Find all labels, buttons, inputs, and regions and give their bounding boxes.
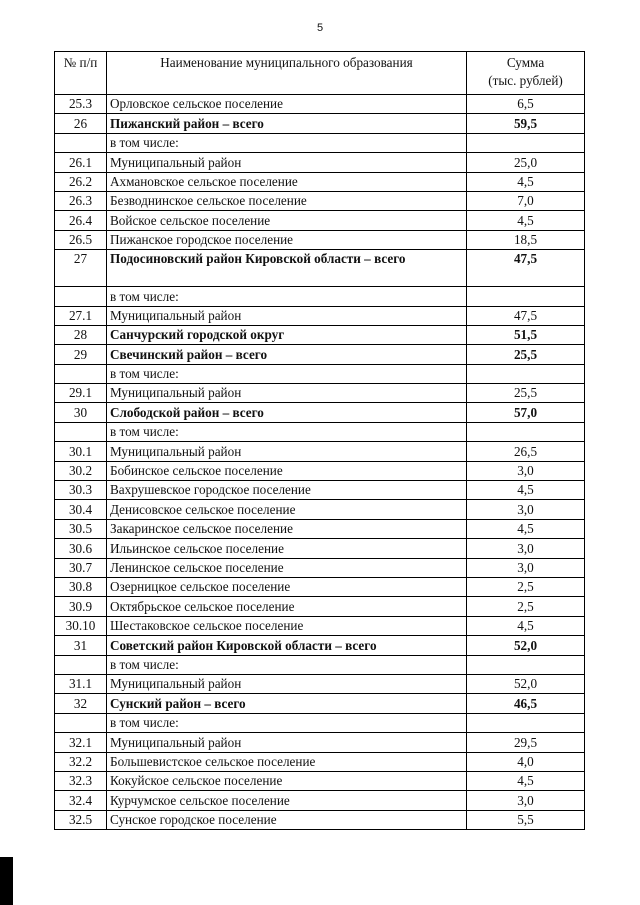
municipality-name: в том числе: bbox=[107, 287, 467, 306]
municipality-name: Безводнинское сельское поселение bbox=[107, 191, 467, 210]
amount: 4,5 bbox=[467, 172, 585, 191]
row-number: 26.2 bbox=[55, 172, 107, 191]
municipality-name: Муниципальный район bbox=[107, 153, 467, 172]
row-number: 30.3 bbox=[55, 481, 107, 500]
table-row bbox=[55, 442, 585, 461]
amount: 4,5 bbox=[467, 211, 585, 230]
table-row bbox=[55, 771, 585, 790]
table-row bbox=[55, 153, 585, 172]
table-row bbox=[55, 791, 585, 810]
amount: 3,0 bbox=[467, 558, 585, 577]
table-row bbox=[55, 558, 585, 577]
municipality-name: Санчурский городской округ bbox=[107, 325, 467, 344]
amount: 3,0 bbox=[467, 791, 585, 810]
row-number: 26.3 bbox=[55, 191, 107, 210]
table-row bbox=[55, 694, 585, 713]
amount bbox=[467, 655, 585, 674]
amount: 52,0 bbox=[467, 636, 585, 655]
row-number: 32.5 bbox=[55, 810, 107, 829]
amount: 4,5 bbox=[467, 771, 585, 790]
table-row bbox=[55, 577, 585, 596]
row-number: 30.2 bbox=[55, 461, 107, 480]
amount: 2,5 bbox=[467, 597, 585, 616]
amount: 4,5 bbox=[467, 481, 585, 500]
municipality-name: Сунское городское поселение bbox=[107, 810, 467, 829]
table-row bbox=[55, 752, 585, 771]
municipality-name: Пижанское городское поселение bbox=[107, 230, 467, 249]
table-row bbox=[55, 345, 585, 364]
row-number: 26.4 bbox=[55, 211, 107, 230]
amount: 51,5 bbox=[467, 325, 585, 344]
municipality-name: Шестаковское сельское поселение bbox=[107, 616, 467, 635]
row-number: 27.1 bbox=[55, 306, 107, 325]
municipality-name: в том числе: bbox=[107, 655, 467, 674]
table-row bbox=[55, 230, 585, 249]
amount: 4,5 bbox=[467, 616, 585, 635]
municipality-name: Ахмановское сельское поселение bbox=[107, 172, 467, 191]
municipality-name: Слободской район – всего bbox=[107, 403, 467, 422]
table-row bbox=[55, 287, 585, 306]
row-number bbox=[55, 713, 107, 732]
municipality-name: Озерницкое сельское поселение bbox=[107, 577, 467, 596]
row-number: 28 bbox=[55, 325, 107, 344]
municipality-name: в том числе: bbox=[107, 364, 467, 383]
amount: 4,5 bbox=[467, 519, 585, 538]
row-number: 30.10 bbox=[55, 616, 107, 635]
table-row bbox=[55, 191, 585, 210]
municipality-name: Денисовское сельское поселение bbox=[107, 500, 467, 519]
table-row bbox=[55, 114, 585, 133]
municipality-name: в том числе: bbox=[107, 422, 467, 441]
table-row bbox=[55, 519, 585, 538]
table-row bbox=[55, 325, 585, 344]
table-row bbox=[55, 403, 585, 422]
row-number: 30.5 bbox=[55, 519, 107, 538]
table-row bbox=[55, 422, 585, 441]
table-row bbox=[55, 616, 585, 635]
table-row bbox=[55, 636, 585, 655]
amount: 2,5 bbox=[467, 577, 585, 596]
municipality-name: Кокуйское сельское поселение bbox=[107, 771, 467, 790]
municipality-name: Войское сельское поселение bbox=[107, 211, 467, 230]
municipality-name: Подосиновский район Кировской области – всего bbox=[107, 250, 467, 287]
table-row bbox=[55, 211, 585, 230]
municipality-name: Советский район Кировской области – всего bbox=[107, 636, 467, 655]
municipality-name: Орловское сельское поселение bbox=[107, 95, 467, 114]
row-number: 26.5 bbox=[55, 230, 107, 249]
amount: 6,5 bbox=[467, 95, 585, 114]
row-number: 29 bbox=[55, 345, 107, 364]
row-number: 30.7 bbox=[55, 558, 107, 577]
municipality-name: Муниципальный район bbox=[107, 442, 467, 461]
amount bbox=[467, 287, 585, 306]
header-row bbox=[55, 52, 585, 95]
row-number: 27 bbox=[55, 250, 107, 287]
municipality-name: в том числе: bbox=[107, 133, 467, 152]
amount: 25,0 bbox=[467, 153, 585, 172]
table-row bbox=[55, 461, 585, 480]
table-row bbox=[55, 713, 585, 732]
amount: 26,5 bbox=[467, 442, 585, 461]
municipality-name: Муниципальный район bbox=[107, 384, 467, 403]
row-number: 30.9 bbox=[55, 597, 107, 616]
table-body bbox=[55, 95, 585, 830]
row-number: 31 bbox=[55, 636, 107, 655]
row-number: 30.4 bbox=[55, 500, 107, 519]
table-row bbox=[55, 733, 585, 752]
table-row bbox=[55, 500, 585, 519]
header-number: № п/п bbox=[55, 52, 107, 95]
header-sum-title: Сумма bbox=[506, 55, 545, 70]
amount bbox=[467, 422, 585, 441]
scan-edge-mark bbox=[0, 857, 13, 905]
municipality-name: Бобинское сельское поселение bbox=[107, 461, 467, 480]
amount: 52,0 bbox=[467, 674, 585, 693]
row-number bbox=[55, 422, 107, 441]
municipality-name: Октябрьское сельское поселение bbox=[107, 597, 467, 616]
page-number: 5 bbox=[316, 22, 324, 34]
municipality-name: Закаринское сельское поселение bbox=[107, 519, 467, 538]
municipality-name: Ильинское сельское поселение bbox=[107, 539, 467, 558]
row-number: 31.1 bbox=[55, 674, 107, 693]
amount bbox=[467, 364, 585, 383]
table-row bbox=[55, 133, 585, 152]
municipality-name: Курчумское сельское поселение bbox=[107, 791, 467, 810]
amount: 57,0 bbox=[467, 403, 585, 422]
table-row bbox=[55, 384, 585, 403]
row-number bbox=[55, 133, 107, 152]
amount: 46,5 bbox=[467, 694, 585, 713]
amount: 29,5 bbox=[467, 733, 585, 752]
amount: 25,5 bbox=[467, 384, 585, 403]
amount bbox=[467, 713, 585, 732]
municipality-name: Пижанский район – всего bbox=[107, 114, 467, 133]
row-number: 32.1 bbox=[55, 733, 107, 752]
row-number: 25.3 bbox=[55, 95, 107, 114]
amount: 3,0 bbox=[467, 500, 585, 519]
header-sum bbox=[467, 52, 585, 95]
municipality-name: в том числе: bbox=[107, 713, 467, 732]
header-sum-unit: (тыс. рублей) bbox=[488, 73, 563, 88]
amount: 3,0 bbox=[467, 539, 585, 558]
row-number: 26 bbox=[55, 114, 107, 133]
table-row bbox=[55, 674, 585, 693]
table-row bbox=[55, 597, 585, 616]
row-number: 30 bbox=[55, 403, 107, 422]
amount: 47,5 bbox=[467, 306, 585, 325]
amount: 7,0 bbox=[467, 191, 585, 210]
allocation-table bbox=[54, 51, 585, 830]
table-row bbox=[55, 364, 585, 383]
row-number: 26.1 bbox=[55, 153, 107, 172]
municipality-name: Большевистское сельское поселение bbox=[107, 752, 467, 771]
row-number bbox=[55, 287, 107, 306]
row-number: 30.1 bbox=[55, 442, 107, 461]
municipality-name: Свечинский район – всего bbox=[107, 345, 467, 364]
amount: 4,0 bbox=[467, 752, 585, 771]
table-row bbox=[55, 250, 585, 287]
amount: 25,5 bbox=[467, 345, 585, 364]
row-number: 30.8 bbox=[55, 577, 107, 596]
amount: 59,5 bbox=[467, 114, 585, 133]
amount bbox=[467, 133, 585, 152]
municipality-name: Вахрушевское городское поселение bbox=[107, 481, 467, 500]
row-number: 32.2 bbox=[55, 752, 107, 771]
municipality-name: Муниципальный район bbox=[107, 733, 467, 752]
table-row bbox=[55, 655, 585, 674]
municipality-name: Муниципальный район bbox=[107, 306, 467, 325]
table-row bbox=[55, 172, 585, 191]
amount: 18,5 bbox=[467, 230, 585, 249]
municipality-name: Муниципальный район bbox=[107, 674, 467, 693]
header-name: Наименование муниципального образования bbox=[107, 52, 467, 95]
row-number bbox=[55, 364, 107, 383]
table-row bbox=[55, 539, 585, 558]
amount: 47,5 bbox=[467, 250, 585, 287]
row-number: 32 bbox=[55, 694, 107, 713]
row-number bbox=[55, 655, 107, 674]
municipality-name: Ленинское сельское поселение bbox=[107, 558, 467, 577]
row-number: 30.6 bbox=[55, 539, 107, 558]
amount: 5,5 bbox=[467, 810, 585, 829]
table-header bbox=[55, 52, 585, 95]
table-row bbox=[55, 481, 585, 500]
table-row bbox=[55, 810, 585, 829]
row-number: 32.4 bbox=[55, 791, 107, 810]
row-number: 29.1 bbox=[55, 384, 107, 403]
municipality-name: Сунский район – всего bbox=[107, 694, 467, 713]
table-row bbox=[55, 306, 585, 325]
row-number: 32.3 bbox=[55, 771, 107, 790]
amount: 3,0 bbox=[467, 461, 585, 480]
table-row bbox=[55, 95, 585, 114]
